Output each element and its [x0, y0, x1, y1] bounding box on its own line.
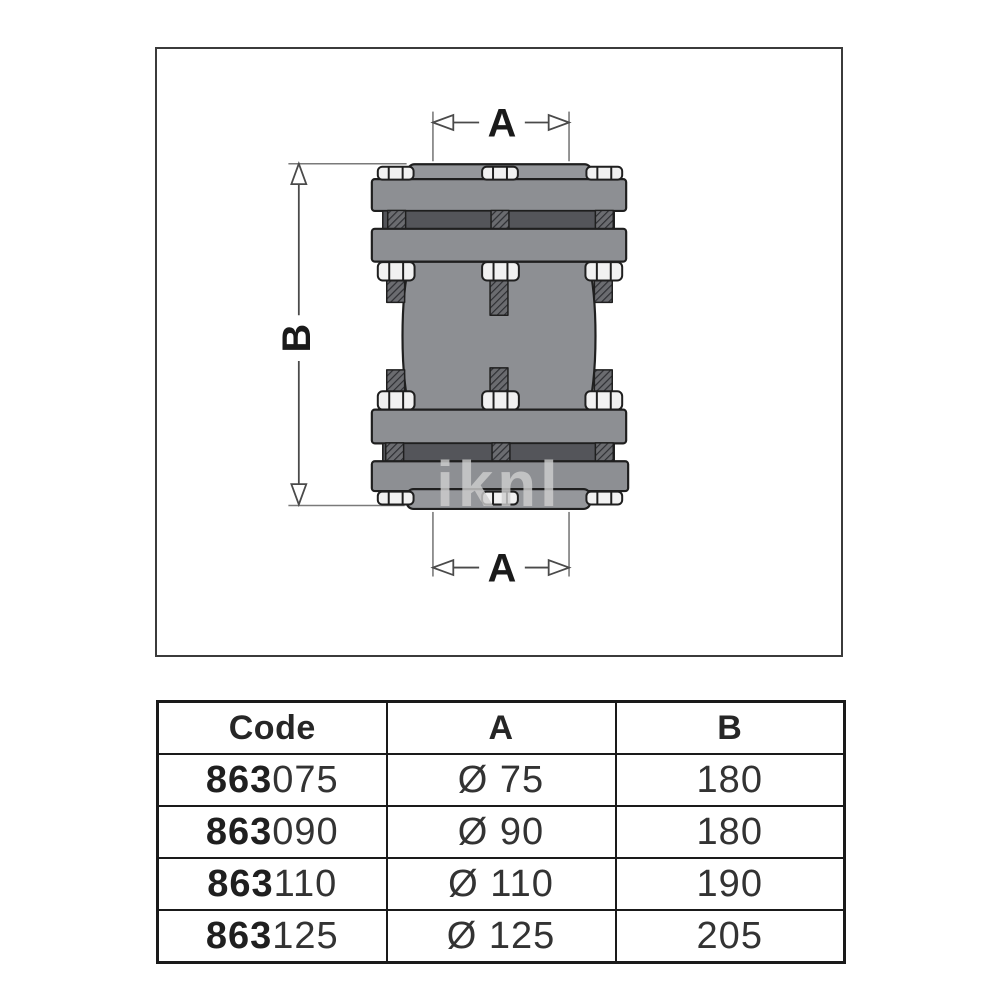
a-cell: Ø 110	[387, 858, 616, 910]
b-cell: 205	[616, 910, 845, 963]
bolt-shank	[386, 443, 404, 462]
table-header	[158, 702, 845, 755]
bolt-shank	[594, 370, 612, 393]
arrowhead-left-icon	[433, 560, 453, 575]
hex-nut	[482, 167, 518, 180]
code-suffix: 090	[272, 810, 339, 853]
dimensions-table	[156, 700, 846, 964]
code-suffix: 075	[272, 758, 339, 801]
arrowhead-left-icon	[433, 115, 453, 130]
b-cell: 180	[616, 806, 845, 858]
table-header-row	[158, 702, 845, 755]
hex-nut	[586, 167, 622, 180]
code-suffix: 110	[273, 862, 338, 905]
bolt-shank	[491, 210, 509, 229]
hex-nut	[585, 262, 622, 280]
dimension-a-top	[433, 101, 569, 161]
top-flange-upper	[372, 179, 626, 211]
b-cell: 180	[616, 754, 845, 806]
arrowhead-right-icon	[549, 115, 569, 130]
top-flange-lower	[372, 229, 626, 262]
hex-nut	[586, 492, 622, 505]
hex-nut	[585, 391, 622, 409]
a-cell: Ø 125	[387, 910, 616, 963]
arrowhead-down-icon	[291, 484, 306, 504]
hex-nut	[378, 492, 414, 505]
arrowhead-right-icon	[549, 560, 569, 575]
col-header-a: A	[387, 702, 616, 755]
code-prefix: 863	[205, 810, 273, 853]
hex-nut	[378, 262, 415, 280]
col-header-b: B	[616, 702, 845, 755]
bolt-shank	[387, 279, 405, 302]
dim-a-bottom-label: A	[487, 546, 517, 591]
dimension-a-bottom	[433, 512, 569, 591]
table-row	[158, 910, 845, 963]
technical-drawing	[157, 49, 841, 655]
bolt-shank	[594, 279, 612, 302]
code-prefix: 863	[205, 914, 273, 957]
bolt-shank	[595, 210, 613, 229]
bolt-shank	[387, 370, 405, 393]
arrowhead-up-icon	[291, 164, 306, 184]
hex-nut	[482, 262, 519, 280]
bolt-shank	[388, 210, 406, 229]
bottom-flange-upper	[372, 410, 626, 444]
hex-nut	[378, 391, 415, 409]
diagram-frame	[155, 47, 843, 657]
table-row	[158, 806, 845, 858]
top-lower-nut-row	[378, 262, 622, 280]
dim-a-top-label: A	[487, 101, 517, 146]
a-cell: Ø 90	[387, 806, 616, 858]
b-cell: 190	[616, 858, 845, 910]
table-row	[158, 754, 845, 806]
bottom-upper-nut-row	[378, 391, 622, 409]
hex-nut	[482, 391, 519, 409]
code-cell	[158, 910, 387, 963]
bolt-shank	[490, 279, 508, 315]
a-cell: Ø 75	[387, 754, 616, 806]
hex-nut	[378, 167, 414, 180]
code-suffix: 125	[272, 914, 339, 957]
watermark-text: iknl	[436, 448, 562, 520]
code-cell	[158, 858, 387, 910]
bolt-shank	[595, 443, 613, 462]
col-header-code: Code	[158, 702, 387, 755]
table-body	[158, 754, 845, 963]
code-cell	[158, 754, 387, 806]
table-row	[158, 858, 845, 910]
code-prefix: 863	[205, 758, 273, 801]
code-cell	[158, 806, 387, 858]
code-prefix: 863	[207, 862, 274, 905]
dim-b-label: B	[275, 323, 320, 353]
